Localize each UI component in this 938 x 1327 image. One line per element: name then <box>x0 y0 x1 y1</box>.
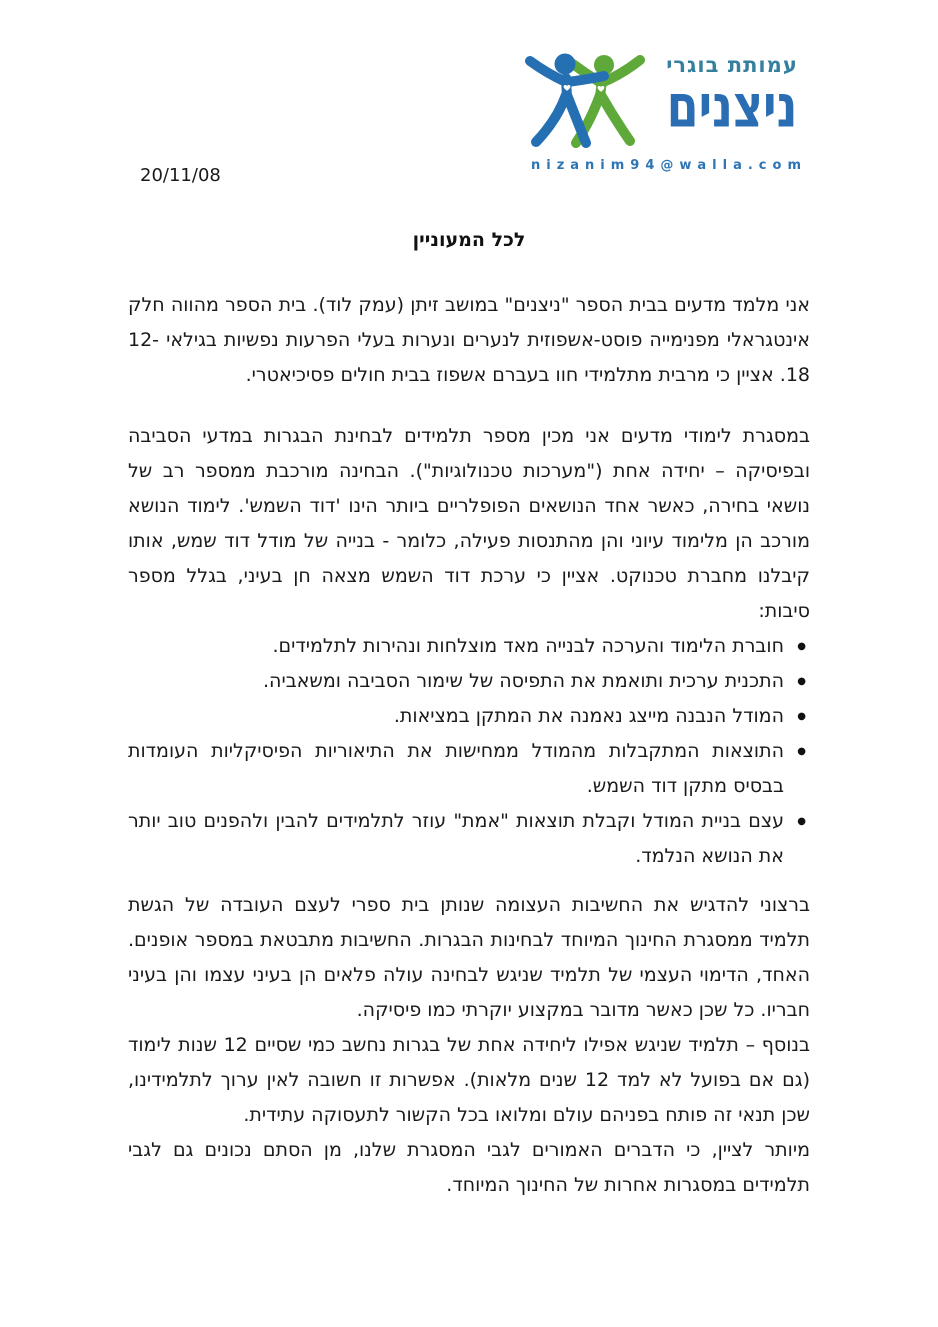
bullet-item: ● התכנית ערכית ותואמת את התפיסה של שימור הסביבה ומשאביה. <box>128 664 810 699</box>
paragraph-importance: ברצוני להדגיש את החשיבות העצומה שנותן בית ספרי לעצם העובדה של הגשת תלמיד ממסגרת החינוך המיוחד לבחינות הבגרות. החשיבות מתבטאת במספר אופנים. האחד, הדימוי העצמי של תלמיד שניגש לבחינה עולה פלאים הן בעיני עצמו והן בעיני חבריו. כל שכן כאשר מדובר במקצוע יוקרתי כמו פיסיקה. <box>128 894 810 1021</box>
blue-figure-head <box>555 54 576 75</box>
paragraph-bagrut-prep: במסגרת לימודי מדעים אני מכין מספר תלמידים לבחינת הבגרות במדעי הסביבה ובפיסיקה – יחידה אחת ("מערכות טכנולוגיות"). הבחינה מורכבת ממספר רב של נושאי בחירה, כאשר אחד הנושאים הפופלריים ביותר הינו 'דוד השמש'. לימוד הנושא מורכב הן מלימוד עיוני והן מהתנסות פעילה, כלומר - בנייה של מודל דוד שמש, אותו קיבלנו מחברת טכנוקט. אציין כי ערכת דוד השמש מצאה חן בעיני, בגלל מספר סיבות: <box>128 425 810 622</box>
bullet-item: ● חוברת הלימוד והערכה לבנייה מאד מוצלחות ונהירות לתלמידים. <box>128 629 810 664</box>
paragraph-closing: מיותר לציין, כי הדברים האמורים לגבי המסגרת שלנו, מן הסתם נכונים גם לגבי תלמידים במסגרות אחרות של החינוך המיוחד. <box>128 1139 810 1196</box>
bullet-item: ● עצם בניית המודל וקבלת תוצאות "אמת" עוזר לתלמידים להבין ולהפנים טוב יותר את הנושא הנלמד. <box>128 804 810 874</box>
dancing-figures-icon <box>524 50 650 148</box>
logo-row <box>524 50 814 148</box>
bullet-item: ● התוצאות המתקבלות מהמודל ממחישות את התיאוריות הפיסיקליות העומדות בבסיס מתקן דוד השמש. <box>128 734 810 804</box>
org-email: nizanim94@walla.com <box>531 158 807 173</box>
org-logo <box>524 50 814 173</box>
reasons-bullet-list <box>128 629 810 874</box>
paragraph-12-years: בנוסף – תלמיד שניגש אפילו ליחידה אחת של בגרות נחשב כמי שסיים 12 שנות לימוד (גם אם בפועל לא למד 12 שנים מלאות). אפשרות זו חשובה לאין ערוך לתלמידינו, שכן תנאי זה פותח בפניהם עולם ומלואו בכל הקשור לתעסוקה עתידית. <box>128 1034 810 1126</box>
paragraph-intro: אני מלמד מדעים בבית הספר "ניצנים" במושב זיתן (עמק לוד). בית הספר מהווה חלק אינטגראלי מפנימייה פוסט-אשפוזית לנערים ונערות בעלי הפרעות נפשיות בגילאי 12-18. אציין כי מרבית מתלמידי חוו בעברם אשפוז בבית חולים פסיכיאטרי. <box>128 294 810 386</box>
logo-text-block <box>650 50 814 141</box>
letter-body <box>128 288 810 1203</box>
letter-title: לכל המעוניין <box>412 229 526 251</box>
letter-date: 20/11/08 <box>140 165 221 186</box>
bullet-item: ● המודל הנבנה מייצג נאמנה את המתקן במציאות. <box>128 699 810 734</box>
org-name: ניצנים <box>666 70 798 141</box>
org-subtitle: עמותת בוגרי <box>666 53 798 77</box>
